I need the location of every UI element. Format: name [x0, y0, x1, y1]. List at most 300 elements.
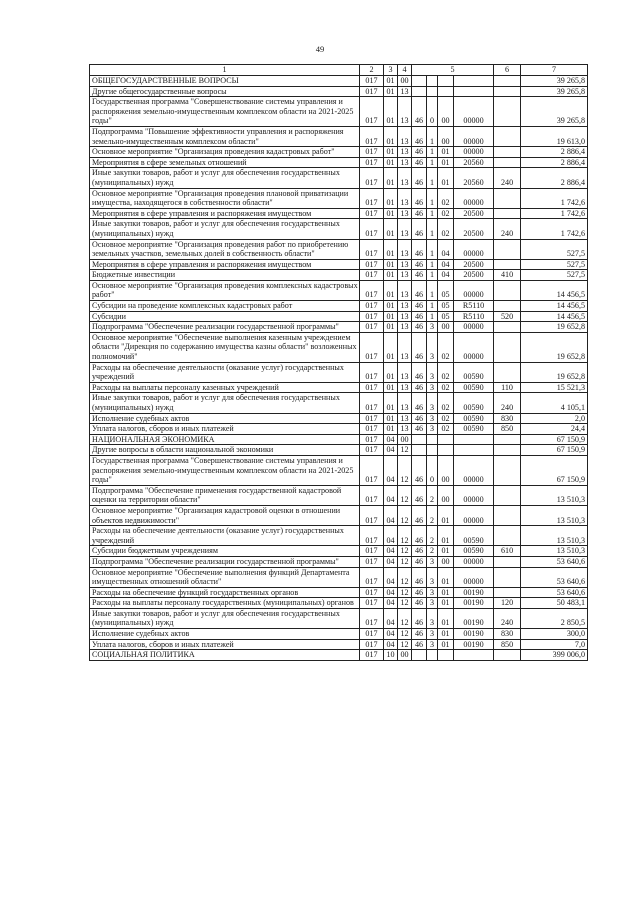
cell-section: 01	[384, 147, 398, 158]
cell-subsection: 13	[398, 382, 412, 393]
row-name: Бюджетные инвестиции	[90, 270, 360, 281]
cell-amount: 50 483,1	[521, 598, 588, 609]
cell-amount: 53 640,6	[521, 567, 588, 587]
cell-ministry: 017	[360, 259, 384, 270]
cell-expense-type	[494, 97, 521, 127]
cell-target-direction: 00000	[454, 188, 494, 208]
cell-target-subprogram: 3	[427, 587, 438, 598]
cell-section: 01	[384, 280, 398, 300]
cell-ministry: 017	[360, 434, 384, 445]
cell-section: 01	[384, 97, 398, 127]
cell-target-direction: 00190	[454, 639, 494, 650]
cell-subsection: 13	[398, 311, 412, 322]
cell-section: 04	[384, 485, 398, 505]
cell-section: 04	[384, 598, 398, 609]
cell-target-direction: 20500	[454, 219, 494, 239]
row-name: Подпрограмма "Повышение эффективности управления и распоряжения земельно-имущественным комплексом области"	[90, 126, 360, 146]
cell-expense-type	[494, 259, 521, 270]
cell-target-program: 46	[412, 270, 427, 281]
cell-section: 01	[384, 382, 398, 393]
table-row	[90, 485, 588, 505]
cell-section: 01	[384, 393, 398, 413]
cell-amount: 39 265,8	[521, 76, 588, 87]
cell-amount: 13 510,3	[521, 505, 588, 525]
row-name: Иные закупки товаров, работ и услуг для обеспечения государственных (муниципальных) нужд	[90, 393, 360, 413]
cell-target-measure: 00	[438, 485, 454, 505]
cell-subsection: 13	[398, 126, 412, 146]
cell-target-program: 46	[412, 413, 427, 424]
cell-expense-type	[494, 362, 521, 382]
cell-amount: 14 456,5	[521, 311, 588, 322]
cell-amount: 1 742,6	[521, 219, 588, 239]
cell-target-subprogram: 1	[427, 311, 438, 322]
cell-subsection: 13	[398, 157, 412, 168]
table-row	[90, 188, 588, 208]
table-row	[90, 505, 588, 525]
cell-target-subprogram: 1	[427, 301, 438, 312]
cell-target-program: 46	[412, 382, 427, 393]
cell-target-measure: 01	[438, 608, 454, 628]
cell-target-measure: 02	[438, 332, 454, 362]
cell-ministry: 017	[360, 219, 384, 239]
cell-ministry: 017	[360, 311, 384, 322]
cell-section: 01	[384, 188, 398, 208]
cell-ministry: 017	[360, 362, 384, 382]
cell-subsection: 12	[398, 587, 412, 598]
cell-target-measure: 01	[438, 587, 454, 598]
cell-target-program: 46	[412, 424, 427, 435]
cell-amount: 2 850,5	[521, 608, 588, 628]
cell-target-direction	[454, 86, 494, 97]
table-header	[90, 65, 588, 76]
cell-target-subprogram: 1	[427, 239, 438, 259]
cell-target-subprogram: 1	[427, 157, 438, 168]
cell-section: 01	[384, 424, 398, 435]
cell-target-direction: 00590	[454, 362, 494, 382]
cell-expense-type: 610	[494, 546, 521, 557]
cell-target-measure: 00	[438, 126, 454, 146]
cell-target-measure: 02	[438, 413, 454, 424]
cell-target-measure: 04	[438, 270, 454, 281]
cell-target-program: 46	[412, 526, 427, 546]
cell-ministry: 017	[360, 413, 384, 424]
cell-ministry: 017	[360, 650, 384, 661]
cell-target-measure: 01	[438, 168, 454, 188]
cell-ministry: 017	[360, 485, 384, 505]
cell-expense-type	[494, 445, 521, 456]
cell-target-direction: 00000	[454, 239, 494, 259]
cell-target-program: 46	[412, 259, 427, 270]
cell-expense-type: 850	[494, 424, 521, 435]
row-name: Подпрограмма "Обеспечение реализации государственной программы"	[90, 322, 360, 333]
cell-target-subprogram: 1	[427, 259, 438, 270]
table-row	[90, 311, 588, 322]
row-name: Основное мероприятие "Организация проведения плановой приватизации имущества, находящегося в собственности области"	[90, 188, 360, 208]
cell-target-program	[412, 86, 427, 97]
cell-target-direction: 00000	[454, 322, 494, 333]
table-row	[90, 322, 588, 333]
cell-subsection: 13	[398, 393, 412, 413]
cell-subsection: 13	[398, 168, 412, 188]
cell-expense-type	[494, 239, 521, 259]
cell-target-subprogram: 3	[427, 322, 438, 333]
row-name: Уплата налогов, сборов и иных платежей	[90, 639, 360, 650]
cell-section: 04	[384, 608, 398, 628]
cell-target-program: 46	[412, 97, 427, 127]
row-name: Другие общегосударственные вопросы	[90, 86, 360, 97]
cell-target-subprogram: 1	[427, 168, 438, 188]
cell-amount: 13 510,3	[521, 485, 588, 505]
cell-amount: 19 652,8	[521, 332, 588, 362]
cell-target-direction: 00000	[454, 147, 494, 158]
cell-target-measure: 01	[438, 526, 454, 546]
row-name: Основное мероприятие "Организация проведения работ по приобретению земельных участков, земельных долей в собственность области"	[90, 239, 360, 259]
cell-ministry: 017	[360, 505, 384, 525]
cell-target-measure: 01	[438, 505, 454, 525]
cell-section: 01	[384, 239, 398, 259]
cell-target-direction: 00590	[454, 382, 494, 393]
table-row	[90, 382, 588, 393]
cell-target-subprogram: 3	[427, 362, 438, 382]
cell-expense-type	[494, 455, 521, 485]
cell-amount: 4 105,1	[521, 393, 588, 413]
cell-target-measure: 05	[438, 301, 454, 312]
cell-amount: 19 613,0	[521, 126, 588, 146]
cell-expense-type: 240	[494, 219, 521, 239]
cell-section: 01	[384, 157, 398, 168]
row-name: Субсидии бюджетным учреждениям	[90, 546, 360, 557]
cell-amount: 14 456,5	[521, 301, 588, 312]
cell-target-program: 46	[412, 598, 427, 609]
cell-ministry: 017	[360, 147, 384, 158]
cell-target-program: 46	[412, 332, 427, 362]
cell-target-measure: 01	[438, 157, 454, 168]
cell-expense-type: 110	[494, 382, 521, 393]
cell-subsection: 12	[398, 567, 412, 587]
row-name: Основное мероприятие "Обеспечение выполнения казенным учреждением области "Дирекция по содержанию имущества казны области" возложенных полномочий"	[90, 332, 360, 362]
cell-target-subprogram: 3	[427, 629, 438, 640]
cell-target-program: 46	[412, 455, 427, 485]
cell-subsection: 13	[398, 270, 412, 281]
cell-target-subprogram: 2	[427, 546, 438, 557]
cell-target-program: 46	[412, 567, 427, 587]
cell-target-subprogram: 3	[427, 598, 438, 609]
cell-target-subprogram: 3	[427, 556, 438, 567]
cell-subsection: 13	[398, 413, 412, 424]
cell-amount: 7,0	[521, 639, 588, 650]
cell-amount: 14 456,5	[521, 280, 588, 300]
cell-expense-type: 240	[494, 168, 521, 188]
table-row	[90, 157, 588, 168]
cell-ministry: 017	[360, 168, 384, 188]
row-name: Подпрограмма "Обеспечение применения государственной кадастровой оценки на территории области"	[90, 485, 360, 505]
cell-section: 01	[384, 301, 398, 312]
cell-target-program: 46	[412, 311, 427, 322]
table-row	[90, 147, 588, 158]
cell-target-subprogram: 2	[427, 485, 438, 505]
header-cell: 6	[494, 65, 521, 76]
cell-target-subprogram: 0	[427, 97, 438, 127]
cell-target-direction	[454, 445, 494, 456]
row-name: Основное мероприятие "Организация кадастровой оценки в отношении объектов недвижимости"	[90, 505, 360, 525]
cell-target-measure: 04	[438, 239, 454, 259]
cell-target-program: 46	[412, 157, 427, 168]
cell-target-measure: 02	[438, 188, 454, 208]
row-name: Мероприятия в сфере управления и распоряжения имуществом	[90, 208, 360, 219]
row-name: Уплата налогов, сборов и иных платежей	[90, 424, 360, 435]
cell-section: 10	[384, 650, 398, 661]
cell-section: 01	[384, 208, 398, 219]
cell-subsection: 12	[398, 556, 412, 567]
cell-target-direction: 00590	[454, 393, 494, 413]
table-row	[90, 97, 588, 127]
cell-amount: 1 742,6	[521, 188, 588, 208]
cell-target-measure: 05	[438, 311, 454, 322]
row-name: Расходы на выплаты персоналу государственных (муниципальных) органов	[90, 598, 360, 609]
cell-target-measure: 02	[438, 208, 454, 219]
cell-amount: 2 886,4	[521, 147, 588, 158]
table-row	[90, 608, 588, 628]
cell-subsection: 12	[398, 485, 412, 505]
cell-ministry: 017	[360, 445, 384, 456]
table-row	[90, 301, 588, 312]
cell-subsection: 13	[398, 332, 412, 362]
cell-target-program	[412, 76, 427, 87]
cell-target-measure: 01	[438, 147, 454, 158]
cell-section: 01	[384, 76, 398, 87]
cell-subsection: 00	[398, 76, 412, 87]
header-cell: 5	[412, 65, 494, 76]
cell-target-measure: 00	[438, 97, 454, 127]
cell-ministry: 017	[360, 393, 384, 413]
cell-section: 04	[384, 526, 398, 546]
cell-expense-type	[494, 567, 521, 587]
row-name: Исполнение судебных актов	[90, 629, 360, 640]
cell-target-measure: 00	[438, 322, 454, 333]
table-row	[90, 239, 588, 259]
cell-subsection: 12	[398, 445, 412, 456]
cell-ministry: 017	[360, 424, 384, 435]
table-row	[90, 168, 588, 188]
cell-target-direction: 00000	[454, 556, 494, 567]
cell-ministry: 017	[360, 322, 384, 333]
cell-target-measure: 01	[438, 567, 454, 587]
cell-target-direction: 20500	[454, 208, 494, 219]
cell-target-program: 46	[412, 126, 427, 146]
cell-target-subprogram: 3	[427, 424, 438, 435]
cell-subsection: 12	[398, 639, 412, 650]
cell-amount: 67 150,9	[521, 455, 588, 485]
cell-expense-type: 830	[494, 413, 521, 424]
cell-expense-type: 830	[494, 629, 521, 640]
cell-target-direction: 00000	[454, 567, 494, 587]
cell-target-measure: 02	[438, 382, 454, 393]
header-cell: 7	[521, 65, 588, 76]
table-row	[90, 639, 588, 650]
cell-expense-type	[494, 526, 521, 546]
cell-section: 01	[384, 270, 398, 281]
table-row	[90, 270, 588, 281]
cell-section: 04	[384, 567, 398, 587]
cell-expense-type	[494, 157, 521, 168]
cell-target-program: 46	[412, 147, 427, 158]
cell-target-measure	[438, 86, 454, 97]
cell-target-measure: 04	[438, 259, 454, 270]
cell-target-program: 46	[412, 556, 427, 567]
cell-section: 04	[384, 546, 398, 557]
cell-target-program: 46	[412, 546, 427, 557]
cell-ministry: 017	[360, 301, 384, 312]
cell-expense-type	[494, 126, 521, 146]
cell-amount: 19 652,8	[521, 362, 588, 382]
cell-expense-type: 520	[494, 311, 521, 322]
cell-subsection: 12	[398, 629, 412, 640]
row-name: СОЦИАЛЬНАЯ ПОЛИТИКА	[90, 650, 360, 661]
cell-expense-type: 850	[494, 639, 521, 650]
cell-target-direction: 20500	[454, 259, 494, 270]
cell-ministry: 017	[360, 126, 384, 146]
cell-target-direction: 00590	[454, 413, 494, 424]
row-name: Основное мероприятие "Организация проведения комплексных кадастровых работ"	[90, 280, 360, 300]
cell-subsection: 13	[398, 239, 412, 259]
cell-subsection: 12	[398, 505, 412, 525]
cell-section: 01	[384, 168, 398, 188]
cell-expense-type	[494, 76, 521, 87]
cell-target-measure: 00	[438, 556, 454, 567]
cell-ministry: 017	[360, 332, 384, 362]
table-row	[90, 629, 588, 640]
cell-section: 04	[384, 445, 398, 456]
cell-ministry: 017	[360, 239, 384, 259]
cell-section: 01	[384, 311, 398, 322]
table-row	[90, 455, 588, 485]
cell-subsection: 13	[398, 424, 412, 435]
cell-target-measure: 01	[438, 629, 454, 640]
cell-target-direction: 00190	[454, 598, 494, 609]
cell-section: 01	[384, 126, 398, 146]
table-row	[90, 219, 588, 239]
cell-target-measure: 01	[438, 639, 454, 650]
cell-target-measure	[438, 434, 454, 445]
cell-target-program: 46	[412, 280, 427, 300]
cell-target-subprogram	[427, 86, 438, 97]
cell-expense-type	[494, 86, 521, 97]
cell-subsection: 12	[398, 455, 412, 485]
cell-target-measure: 01	[438, 546, 454, 557]
cell-expense-type	[494, 301, 521, 312]
cell-target-measure: 05	[438, 280, 454, 300]
cell-expense-type: 240	[494, 393, 521, 413]
table-row	[90, 598, 588, 609]
cell-target-subprogram: 3	[427, 567, 438, 587]
cell-ministry: 017	[360, 608, 384, 628]
row-name: Расходы на обеспечение деятельности (оказание услуг) государственных учреждений	[90, 526, 360, 546]
cell-target-direction: 00000	[454, 126, 494, 146]
cell-amount: 19 652,8	[521, 322, 588, 333]
cell-expense-type: 120	[494, 598, 521, 609]
cell-ministry: 017	[360, 270, 384, 281]
cell-target-program: 46	[412, 485, 427, 505]
cell-target-direction: 00000	[454, 97, 494, 127]
cell-amount: 399 006,0	[521, 650, 588, 661]
header-cell: 1	[90, 65, 360, 76]
cell-section: 04	[384, 587, 398, 598]
cell-section: 01	[384, 86, 398, 97]
cell-target-subprogram: 1	[427, 208, 438, 219]
cell-target-program	[412, 434, 427, 445]
cell-section: 04	[384, 434, 398, 445]
table-row	[90, 567, 588, 587]
row-name: Исполнение судебных актов	[90, 413, 360, 424]
table-row	[90, 76, 588, 87]
cell-target-direction: 00000	[454, 332, 494, 362]
cell-amount: 2 886,4	[521, 168, 588, 188]
cell-target-subprogram: 1	[427, 280, 438, 300]
cell-expense-type	[494, 650, 521, 661]
table-row	[90, 362, 588, 382]
cell-target-program: 46	[412, 168, 427, 188]
cell-subsection: 00	[398, 650, 412, 661]
row-name: Расходы на обеспечение деятельности (оказание услуг) государственных учреждений	[90, 362, 360, 382]
cell-target-program: 46	[412, 322, 427, 333]
table-row	[90, 393, 588, 413]
cell-target-measure	[438, 445, 454, 456]
cell-target-subprogram	[427, 434, 438, 445]
cell-target-program: 46	[412, 505, 427, 525]
cell-subsection: 13	[398, 322, 412, 333]
cell-ministry: 017	[360, 546, 384, 557]
cell-subsection: 13	[398, 301, 412, 312]
cell-target-direction: R5110	[454, 301, 494, 312]
row-name: Иные закупки товаров, работ и услуг для обеспечения государственных (муниципальных) нужд	[90, 608, 360, 628]
cell-target-program: 46	[412, 188, 427, 208]
cell-target-direction: 00190	[454, 608, 494, 628]
cell-subsection: 13	[398, 208, 412, 219]
cell-target-subprogram: 0	[427, 455, 438, 485]
cell-target-subprogram	[427, 650, 438, 661]
cell-target-measure: 02	[438, 219, 454, 239]
cell-amount: 2 886,4	[521, 157, 588, 168]
row-name: ОБЩЕГОСУДАРСТВЕННЫЕ ВОПРОСЫ	[90, 76, 360, 87]
cell-target-program: 46	[412, 587, 427, 598]
cell-target-direction: 00190	[454, 629, 494, 640]
table-row	[90, 587, 588, 598]
cell-target-program: 46	[412, 362, 427, 382]
cell-target-program: 46	[412, 393, 427, 413]
cell-subsection: 13	[398, 259, 412, 270]
cell-subsection: 13	[398, 188, 412, 208]
cell-ministry: 017	[360, 76, 384, 87]
cell-expense-type	[494, 280, 521, 300]
cell-target-direction: 00590	[454, 424, 494, 435]
table-row	[90, 413, 588, 424]
cell-target-program: 46	[412, 208, 427, 219]
cell-section: 01	[384, 259, 398, 270]
cell-amount: 13 510,3	[521, 526, 588, 546]
cell-subsection: 00	[398, 434, 412, 445]
cell-subsection: 13	[398, 219, 412, 239]
cell-expense-type	[494, 587, 521, 598]
cell-target-program: 46	[412, 639, 427, 650]
cell-amount: 53 640,6	[521, 556, 588, 567]
row-name: Государственная программа "Совершенствование системы управления и распоряжения земельно-имущественным комплексом области на 2021-2025 годы"	[90, 455, 360, 485]
cell-amount: 24,4	[521, 424, 588, 435]
cell-section: 04	[384, 629, 398, 640]
cell-expense-type: 240	[494, 608, 521, 628]
cell-ministry: 017	[360, 280, 384, 300]
cell-target-measure: 00	[438, 455, 454, 485]
cell-target-subprogram: 1	[427, 270, 438, 281]
